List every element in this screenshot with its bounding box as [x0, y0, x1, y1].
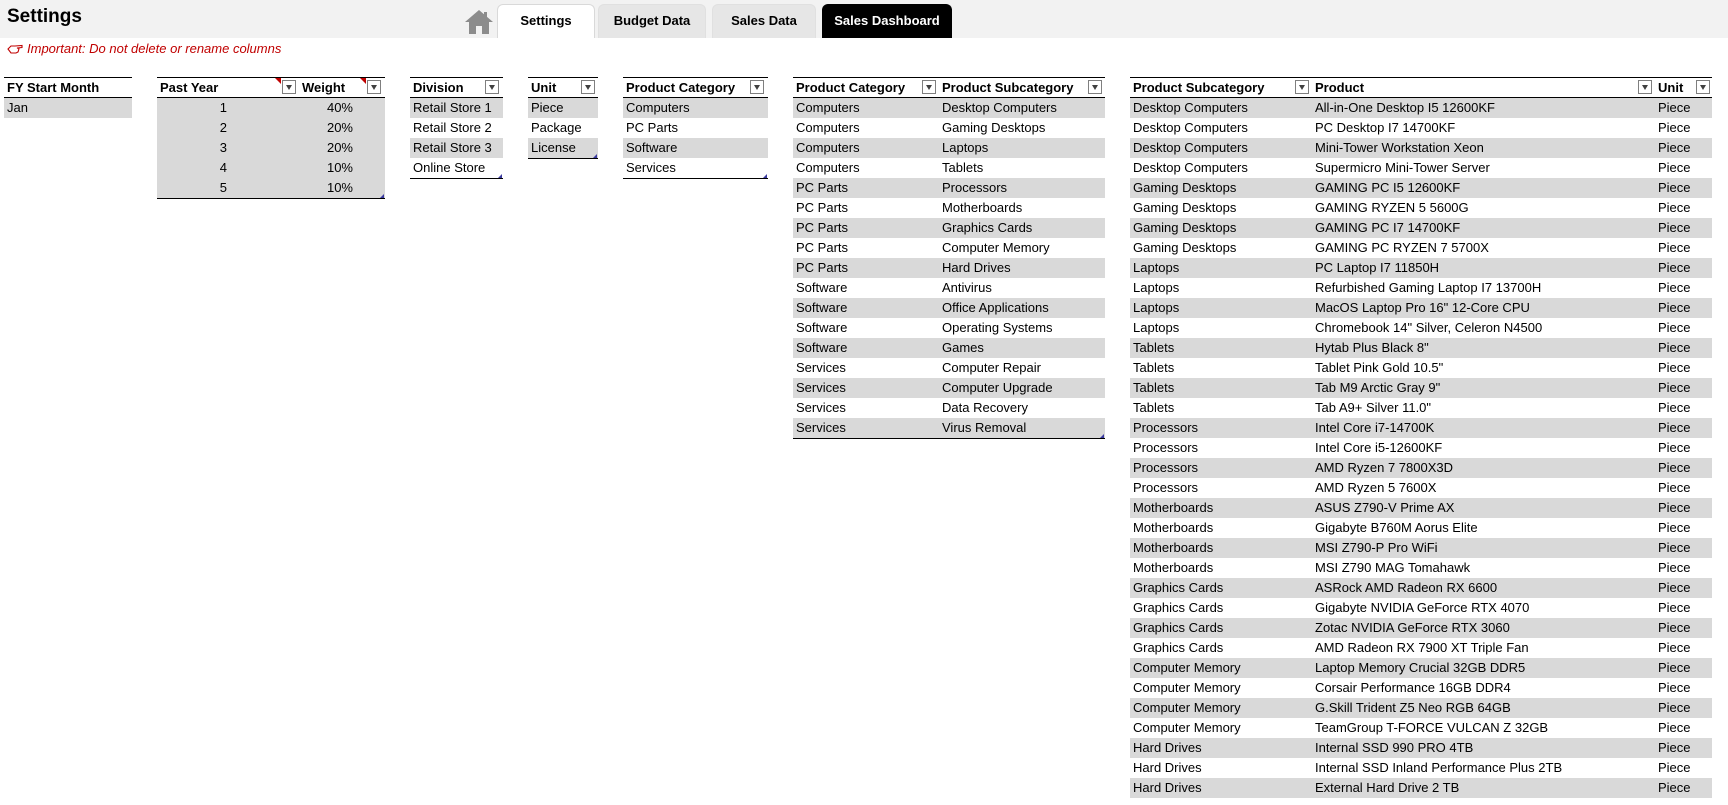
product-cell[interactable]: AMD Radeon RX 7900 XT Triple Fan	[1315, 640, 1529, 655]
unit-cell[interactable]: Piece	[1658, 640, 1691, 655]
product-category-cell[interactable]: Software	[796, 340, 848, 355]
table-row	[1130, 758, 1712, 778]
product-subcategory-cell[interactable]: Laptops	[1133, 280, 1180, 295]
product-subcategory-cell[interactable]: Tablets	[1133, 380, 1175, 395]
unit-cell[interactable]: Piece	[1658, 660, 1691, 675]
table-row	[157, 98, 385, 118]
unit-cell[interactable]: Piece	[1658, 300, 1691, 315]
unit-cell[interactable]: Piece	[1658, 340, 1691, 355]
table-resize-handle[interactable]	[763, 174, 767, 178]
product-subcategory-cell[interactable]: Desktop Computers	[1133, 160, 1248, 175]
product-cell[interactable]: GAMING PC I7 14700KF	[1315, 220, 1461, 235]
unit-cell[interactable]: License	[531, 140, 576, 155]
product-subcategory-cell[interactable]: Processors	[1133, 440, 1199, 455]
product-cell[interactable]: Hytab Plus Black 8"	[1315, 340, 1429, 355]
product-category-cell[interactable]: Computers	[796, 160, 860, 175]
product-cell[interactable]: Gigabyte B760M Aorus Elite	[1315, 520, 1478, 535]
table-row	[1130, 478, 1712, 498]
product-subcategory-cell[interactable]: Tablets	[942, 160, 984, 175]
product-cell[interactable]: Tablet Pink Gold 10.5"	[1315, 360, 1444, 375]
table-row	[4, 98, 132, 118]
past-year-cell[interactable]: 1	[219, 100, 227, 115]
table-row	[623, 118, 768, 138]
table-row	[1130, 318, 1712, 338]
product-subcategory-cell[interactable]: Virus Removal	[942, 420, 1027, 435]
product-subcategory-cell[interactable]: Motherboards	[1133, 540, 1214, 555]
fy-start-month-cell[interactable]: Jan	[7, 100, 28, 115]
table-row	[528, 118, 598, 138]
past-year-cell[interactable]: 4	[219, 160, 227, 175]
product-subcategory-cell[interactable]: Data Recovery	[942, 400, 1028, 415]
table-row	[1130, 298, 1712, 318]
weight-cell[interactable]: 10%	[326, 160, 353, 175]
product-subcategory-cell[interactable]: Graphics Cards	[1133, 600, 1224, 615]
table-resize-handle[interactable]	[1100, 434, 1104, 438]
unit-cell[interactable]: Piece	[1658, 560, 1691, 575]
product-cell[interactable]: Internal SSD Inland Performance Plus 2TB	[1315, 760, 1563, 775]
tab-budget-data[interactable]: Budget Data	[598, 4, 706, 38]
unit-cell[interactable]: Piece	[1658, 140, 1691, 155]
filter-dropdown-icon[interactable]	[485, 80, 499, 94]
table-bottom-border	[793, 438, 1105, 439]
column-header-product-subcategory: Product Subcategory	[942, 80, 1074, 95]
unit-cell[interactable]: Piece	[1658, 700, 1691, 715]
table-row	[1130, 718, 1712, 738]
product-cell[interactable]: MSI Z790-P Pro WiFi	[1315, 540, 1438, 555]
column-header-product-subcategory: Product Subcategory	[1133, 80, 1265, 95]
table-row	[1130, 358, 1712, 378]
unit-cell[interactable]: Piece	[1658, 200, 1691, 215]
table-row	[1130, 698, 1712, 718]
table-row	[623, 98, 768, 118]
table-row	[793, 418, 1105, 438]
product-cell[interactable]: TeamGroup T-FORCE VULCAN Z 32GB	[1315, 720, 1549, 735]
product-cell[interactable]: Internal SSD 990 PRO 4TB	[1315, 740, 1474, 755]
product-category-cell[interactable]: Software	[796, 320, 848, 335]
product-subcategory-cell[interactable]: Tablets	[1133, 340, 1175, 355]
unit-cell[interactable]: Piece	[1658, 500, 1691, 515]
product-category-cell[interactable]: Services	[796, 400, 846, 415]
product-subcategory-cell[interactable]: Motherboards	[942, 200, 1023, 215]
tab-settings[interactable]: Settings	[497, 4, 595, 38]
filter-dropdown-icon[interactable]	[367, 80, 381, 94]
table-row	[410, 118, 503, 138]
column-header-product-category: Product Category	[796, 80, 906, 95]
unit-cell[interactable]: Piece	[1658, 520, 1691, 535]
product-subcategory-cell[interactable]: Hard Drives	[1133, 780, 1202, 795]
product-cell[interactable]: External Hard Drive 2 TB	[1315, 780, 1460, 795]
weight-cell[interactable]: 10%	[326, 180, 353, 195]
table-row	[1130, 178, 1712, 198]
table-row	[1130, 578, 1712, 598]
product-category-cell[interactable]: Software	[626, 140, 678, 155]
division-cell[interactable]: Retail Store 1	[413, 100, 492, 115]
product-category-cell[interactable]: Software	[796, 280, 848, 295]
unit-cell[interactable]: Piece	[531, 100, 564, 115]
product-subcategory-cell[interactable]: Gaming Desktops	[1133, 220, 1237, 235]
product-category-cell[interactable]: Services	[796, 420, 846, 435]
unit-cell[interactable]: Piece	[1658, 120, 1691, 135]
table-row	[1130, 778, 1712, 798]
table-resize-handle[interactable]	[498, 174, 502, 178]
product-cell[interactable]: Mini-Tower Workstation Xeon	[1315, 140, 1484, 155]
home-icon[interactable]	[464, 9, 494, 35]
page-title: Settings	[7, 6, 82, 27]
table-row	[793, 158, 1105, 178]
product-cell[interactable]: Corsair Performance 16GB DDR4	[1315, 680, 1511, 695]
division-cell[interactable]: Retail Store 2	[413, 120, 492, 135]
unit-cell[interactable]: Piece	[1658, 480, 1691, 495]
product-cell[interactable]: Intel Core i5-12600KF	[1315, 440, 1443, 455]
column-header-unit: Unit	[531, 80, 557, 95]
product-subcategory-cell[interactable]: Antivirus	[942, 280, 992, 295]
table-row	[528, 138, 598, 158]
filter-dropdown-icon[interactable]	[1295, 80, 1309, 94]
product-subcategory-cell[interactable]: Desktop Computers	[1133, 120, 1248, 135]
unit-cell[interactable]: Piece	[1658, 160, 1691, 175]
product-subcategory-cell[interactable]: Graphics Cards	[1133, 580, 1224, 595]
table-row	[1130, 518, 1712, 538]
product-subcategory-cell[interactable]: Tablets	[1133, 360, 1175, 375]
product-cell[interactable]: Zotac NVIDIA GeForce RTX 3060	[1315, 620, 1510, 635]
product-cell[interactable]: Gigabyte NVIDIA GeForce RTX 4070	[1315, 600, 1530, 615]
product-cell[interactable]: Laptop Memory Crucial 32GB DDR5	[1315, 660, 1526, 675]
unit-cell[interactable]: Piece	[1658, 180, 1691, 195]
table-row	[1130, 258, 1712, 278]
past-year-cell[interactable]: 3	[219, 140, 227, 155]
product-cell[interactable]: All-in-One Desktop I5 12600KF	[1315, 100, 1495, 115]
table-row	[793, 98, 1105, 118]
table-row	[1130, 98, 1712, 118]
unit-cell[interactable]: Piece	[1658, 360, 1691, 375]
table-row	[1130, 558, 1712, 578]
product-cell[interactable]: GAMING PC RYZEN 7 5700X	[1315, 240, 1489, 255]
past-year-cell[interactable]: 2	[219, 120, 227, 135]
product-subcategory-cell[interactable]: Computer Memory	[942, 240, 1050, 255]
product-subcategory-cell[interactable]: Laptops	[1133, 300, 1180, 315]
product-subcategory-cell[interactable]: Gaming Desktops	[1133, 240, 1237, 255]
product-subcategory-cell[interactable]: Office Applications	[942, 300, 1049, 315]
product-subcategory-cell[interactable]: Laptops	[942, 140, 989, 155]
unit-cell[interactable]: Piece	[1658, 380, 1691, 395]
table-row	[1130, 378, 1712, 398]
table-row	[1130, 658, 1712, 678]
table-row	[793, 378, 1105, 398]
table-row	[793, 398, 1105, 418]
unit-cell[interactable]: Piece	[1658, 460, 1691, 475]
table-row	[1130, 638, 1712, 658]
product-subcategory-cell[interactable]: Operating Systems	[942, 320, 1053, 335]
table-row	[793, 358, 1105, 378]
unit-cell[interactable]: Piece	[1658, 720, 1691, 735]
product-cell[interactable]: AMD Ryzen 5 7600X	[1315, 480, 1437, 495]
table-row	[793, 318, 1105, 338]
table-row	[793, 338, 1105, 358]
table-row	[410, 98, 503, 118]
column-header-weight: Weight	[302, 80, 346, 95]
product-subcategory-cell[interactable]: Processors	[942, 180, 1008, 195]
column-header-past-year: Past Year	[160, 80, 219, 95]
product-subcategory-cell[interactable]: Motherboards	[1133, 560, 1214, 575]
filter-dropdown-icon[interactable]	[1696, 80, 1710, 94]
product-category-cell[interactable]: Computers	[796, 100, 860, 115]
unit-cell[interactable]: Piece	[1658, 280, 1691, 295]
unit-cell[interactable]: Piece	[1658, 620, 1691, 635]
product-category-cell[interactable]: PC Parts	[626, 120, 679, 135]
product-category-cell[interactable]: PC Parts	[796, 260, 849, 275]
unit-cell[interactable]: Piece	[1658, 400, 1691, 415]
unit-cell[interactable]: Piece	[1658, 260, 1691, 275]
table-row	[793, 178, 1105, 198]
table-row	[1130, 218, 1712, 238]
unit-cell[interactable]: Piece	[1658, 440, 1691, 455]
table-row	[623, 138, 768, 158]
table-row	[1130, 598, 1712, 618]
product-cell[interactable]: Tab M9 Arctic Gray 9"	[1315, 380, 1441, 395]
product-cell[interactable]: PC Desktop I7 14700KF	[1315, 120, 1456, 135]
filter-dropdown-icon[interactable]	[1088, 80, 1102, 94]
table-row	[1130, 458, 1712, 478]
product-category-cell[interactable]: Software	[796, 300, 848, 315]
table-row	[793, 238, 1105, 258]
table-bottom-border	[410, 178, 503, 179]
product-cell[interactable]: GAMING PC I5 12600KF	[1315, 180, 1461, 195]
product-subcategory-cell[interactable]: Gaming Desktops	[1133, 180, 1237, 195]
product-subcategory-cell[interactable]: Gaming Desktops	[1133, 200, 1237, 215]
table-row	[1130, 538, 1712, 558]
table-row	[157, 158, 385, 178]
table-row	[623, 158, 768, 178]
unit-cell[interactable]: Piece	[1658, 760, 1691, 775]
product-subcategory-cell[interactable]: Computer Memory	[1133, 700, 1241, 715]
product-subcategory-cell[interactable]: Gaming Desktops	[942, 120, 1046, 135]
product-subcategory-cell[interactable]: Hard Drives	[942, 260, 1011, 275]
table-row	[793, 258, 1105, 278]
product-subcategory-cell[interactable]: Processors	[1133, 460, 1199, 475]
product-subcategory-cell[interactable]: Computer Memory	[1133, 720, 1241, 735]
product-category-cell[interactable]: PC Parts	[796, 180, 849, 195]
product-subcategory-cell[interactable]: Graphics Cards	[1133, 620, 1224, 635]
table-row	[1130, 438, 1712, 458]
table-resize-handle[interactable]	[593, 154, 597, 158]
filter-dropdown-icon[interactable]	[922, 80, 936, 94]
table-bottom-border	[528, 158, 598, 159]
tab-sales-dashboard[interactable]: Sales Dashboard	[822, 4, 952, 38]
column-header-product: Product	[1315, 80, 1365, 95]
product-subcategory-cell[interactable]: Tablets	[1133, 400, 1175, 415]
product-category-cell[interactable]: Computers	[626, 100, 690, 115]
product-cell[interactable]: PC Laptop I7 11850H	[1315, 260, 1440, 275]
product-cell[interactable]: GAMING RYZEN 5 5600G	[1315, 200, 1469, 215]
product-category-cell[interactable]: PC Parts	[796, 200, 849, 215]
product-subcategory-cell[interactable]: Computer Upgrade	[942, 380, 1053, 395]
product-subcategory-cell[interactable]: Motherboards	[1133, 500, 1214, 515]
table-row	[1130, 238, 1712, 258]
table-row	[1130, 418, 1712, 438]
weight-cell[interactable]: 40%	[326, 100, 353, 115]
column-header-product-category: Product Category	[626, 80, 736, 95]
table-row	[1130, 678, 1712, 698]
unit-cell[interactable]: Piece	[1658, 100, 1691, 115]
table-row	[1130, 338, 1712, 358]
column-header-fy-start-month: FY Start Month	[7, 80, 100, 95]
column-header-unit: Unit	[1658, 80, 1684, 95]
product-cell[interactable]: Chromebook 14" Silver, Celeron N4500	[1315, 320, 1543, 335]
table-row	[793, 278, 1105, 298]
product-subcategory-cell[interactable]: Hard Drives	[1133, 760, 1202, 775]
table-bottom-border	[157, 198, 385, 199]
weight-cell[interactable]: 20%	[326, 120, 353, 135]
product-cell[interactable]: MacOS Laptop Pro 16" 12-Core CPU	[1315, 300, 1530, 315]
filter-dropdown-icon[interactable]	[282, 80, 296, 94]
unit-cell[interactable]: Piece	[1658, 780, 1691, 795]
product-cell[interactable]: Intel Core i7-14700K	[1315, 420, 1435, 435]
product-subcategory-cell[interactable]: Graphics Cards	[942, 220, 1033, 235]
table-row	[1130, 498, 1712, 518]
product-subcategory-cell[interactable]: Processors	[1133, 480, 1199, 495]
product-category-cell[interactable]: Computers	[796, 120, 860, 135]
product-category-cell[interactable]: Services	[796, 360, 846, 375]
table-row	[1130, 138, 1712, 158]
product-category-cell[interactable]: PC Parts	[796, 240, 849, 255]
product-subcategory-cell[interactable]: Desktop Computers	[942, 100, 1057, 115]
table-row	[793, 118, 1105, 138]
table-row	[1130, 198, 1712, 218]
table-row	[410, 158, 503, 178]
product-category-cell[interactable]: Services	[796, 380, 846, 395]
division-cell[interactable]: Retail Store 3	[413, 140, 492, 155]
column-header-division: Division	[413, 80, 464, 95]
product-subcategory-cell[interactable]: Laptops	[1133, 320, 1180, 335]
product-subcategory-cell[interactable]: Computer Memory	[1133, 660, 1241, 675]
table-row	[1130, 398, 1712, 418]
notice-text: Important: Do not delete or rename columns	[27, 41, 282, 56]
product-cell[interactable]: Supermicro Mini-Tower Server	[1315, 160, 1490, 175]
unit-cell[interactable]: Piece	[1658, 740, 1691, 755]
past-year-cell[interactable]: 5	[219, 180, 227, 195]
unit-cell[interactable]: Package	[531, 120, 582, 135]
table-row	[793, 218, 1105, 238]
table-row	[410, 138, 503, 158]
table-row	[1130, 618, 1712, 638]
product-subcategory-cell[interactable]: Motherboards	[1133, 520, 1214, 535]
table-row	[157, 138, 385, 158]
product-cell[interactable]: ASUS Z790-V Prime AX	[1315, 500, 1455, 515]
unit-cell[interactable]: Piece	[1658, 240, 1691, 255]
product-subcategory-cell[interactable]: Desktop Computers	[1133, 140, 1248, 155]
product-subcategory-cell[interactable]: Graphics Cards	[1133, 640, 1224, 655]
product-cell[interactable]: MSI Z790 MAG Tomahawk	[1315, 560, 1471, 575]
table-row	[793, 298, 1105, 318]
tab-sales-data[interactable]: Sales Data	[712, 4, 816, 38]
product-category-cell[interactable]: PC Parts	[796, 220, 849, 235]
product-cell[interactable]: Tab A9+ Silver 11.0"	[1315, 400, 1432, 415]
table-row	[157, 178, 385, 198]
filter-dropdown-icon[interactable]	[581, 80, 595, 94]
table-row	[528, 98, 598, 118]
product-cell[interactable]: AMD Ryzen 7 7800X3D	[1315, 460, 1454, 475]
unit-cell[interactable]: Piece	[1658, 580, 1691, 595]
unit-cell[interactable]: Piece	[1658, 600, 1691, 615]
filter-dropdown-icon[interactable]	[750, 80, 764, 94]
product-subcategory-cell[interactable]: Desktop Computers	[1133, 100, 1248, 115]
table-resize-handle[interactable]	[380, 194, 384, 198]
table-row	[793, 138, 1105, 158]
table-row	[1130, 158, 1712, 178]
unit-cell[interactable]: Piece	[1658, 220, 1691, 235]
table-bottom-border	[623, 178, 768, 179]
product-cell[interactable]: ASRock AMD Radeon RX 6600	[1315, 580, 1498, 595]
division-cell[interactable]: Online Store	[413, 160, 486, 175]
weight-cell[interactable]: 20%	[326, 140, 353, 155]
table-row	[1130, 118, 1712, 138]
pointing-hand-icon	[7, 43, 23, 55]
unit-cell[interactable]: Piece	[1658, 680, 1691, 695]
notice	[7, 40, 281, 58]
table-row	[157, 118, 385, 138]
product-cell[interactable]: Refurbished Gaming Laptop I7 13700H	[1315, 280, 1542, 295]
unit-cell[interactable]: Piece	[1658, 420, 1691, 435]
table-row	[1130, 278, 1712, 298]
product-category-cell[interactable]: Computers	[796, 140, 860, 155]
comment-indicator[interactable]	[275, 78, 281, 84]
product-subcategory-cell[interactable]: Games	[942, 340, 984, 355]
unit-cell[interactable]: Piece	[1658, 320, 1691, 335]
product-subcategory-cell[interactable]: Processors	[1133, 420, 1199, 435]
product-cell[interactable]: G.Skill Trident Z5 Neo RGB 64GB	[1315, 700, 1511, 715]
product-category-cell[interactable]: Services	[626, 160, 676, 175]
product-subcategory-cell[interactable]: Laptops	[1133, 260, 1180, 275]
product-subcategory-cell[interactable]: Hard Drives	[1133, 740, 1202, 755]
table-row	[1130, 738, 1712, 758]
unit-cell[interactable]: Piece	[1658, 540, 1691, 555]
table-row	[793, 198, 1105, 218]
product-subcategory-cell[interactable]: Computer Memory	[1133, 680, 1241, 695]
filter-dropdown-icon[interactable]	[1638, 80, 1652, 94]
comment-indicator[interactable]	[360, 78, 366, 84]
product-subcategory-cell[interactable]: Computer Repair	[942, 360, 1041, 375]
